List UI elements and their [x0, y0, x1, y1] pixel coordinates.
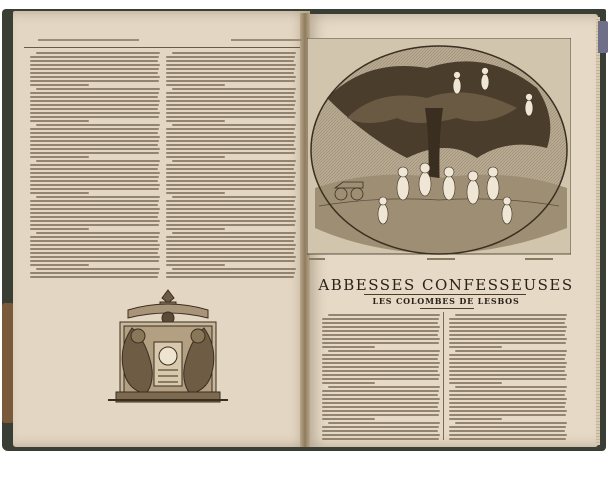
text-line [322, 394, 438, 396]
text-line [30, 144, 158, 146]
text-line [455, 386, 567, 388]
text-line [166, 260, 295, 262]
text-line [166, 92, 295, 94]
header-rule [24, 47, 300, 48]
text-line [322, 322, 438, 324]
text-line [166, 152, 295, 154]
text-line [36, 52, 160, 54]
running-header [24, 36, 304, 44]
subtitle-rule [420, 308, 474, 309]
running-header-title [139, 36, 231, 44]
text-line [166, 208, 296, 210]
text-line [30, 60, 158, 62]
left-column-2 [166, 52, 296, 282]
text-line [328, 314, 440, 316]
text-line [449, 322, 565, 324]
text-line [30, 256, 160, 258]
text-line [322, 438, 439, 440]
text-line [30, 264, 89, 266]
text-line [449, 362, 567, 364]
text-line [172, 88, 296, 90]
text-line [30, 212, 159, 214]
text-line [328, 422, 440, 424]
plate-credit-left [309, 258, 325, 260]
text-line [322, 318, 439, 320]
text-line [449, 402, 566, 404]
text-line [322, 370, 438, 372]
text-line [322, 338, 440, 340]
text-line [166, 132, 294, 134]
text-line [449, 418, 502, 420]
text-line [30, 116, 159, 118]
text-line [36, 232, 160, 234]
text-line [30, 64, 160, 66]
text-line [455, 314, 567, 316]
text-line [166, 136, 296, 138]
text-line [30, 104, 159, 106]
text-line [322, 426, 439, 428]
plate-credits [307, 257, 571, 265]
engraving-illustration-left [88, 288, 248, 406]
text-line [322, 434, 440, 436]
text-line [166, 192, 225, 194]
text-line [449, 382, 502, 384]
text-line [328, 350, 440, 352]
text-line [166, 236, 295, 238]
text-line [322, 430, 438, 432]
text-line [166, 188, 295, 190]
text-line [166, 252, 294, 254]
text-line [449, 390, 566, 392]
text-line [30, 176, 159, 178]
text-line [449, 438, 566, 440]
text-line [30, 120, 89, 122]
text-line [30, 252, 158, 254]
text-line [172, 196, 296, 198]
page-number [24, 36, 38, 44]
plate-credit-center [427, 258, 455, 260]
text-line [322, 414, 439, 416]
text-line [322, 366, 439, 368]
text-line [328, 386, 440, 388]
text-line [30, 152, 159, 154]
text-line [172, 124, 296, 126]
text-line [322, 334, 438, 336]
text-line [166, 256, 296, 258]
text-line [30, 200, 159, 202]
text-line [322, 390, 439, 392]
text-line [166, 184, 296, 186]
text-line [30, 76, 160, 78]
text-line [166, 72, 294, 74]
text-line [166, 116, 295, 118]
text-line [166, 156, 225, 158]
text-line [30, 244, 160, 246]
text-line [322, 358, 438, 360]
text-line [166, 244, 296, 246]
text-line [322, 398, 440, 400]
text-line [30, 140, 159, 142]
text-line [30, 72, 158, 74]
text-line [36, 88, 160, 90]
text-line [30, 112, 160, 114]
text-line [166, 224, 295, 226]
text-line [30, 84, 89, 86]
text-line [30, 92, 159, 94]
text-line [172, 52, 296, 54]
text-line [166, 80, 295, 82]
text-line [166, 172, 296, 174]
text-line [30, 156, 89, 158]
text-line [455, 350, 567, 352]
text-line [166, 68, 295, 70]
text-line [322, 326, 440, 328]
text-line [172, 268, 296, 270]
text-line [166, 220, 296, 222]
text-line [449, 338, 567, 340]
text-line [30, 276, 158, 278]
text-line [166, 112, 296, 114]
text-line [449, 342, 566, 344]
text-line [449, 406, 565, 408]
text-line [455, 422, 567, 424]
text-line [30, 248, 159, 250]
text-line [449, 410, 567, 412]
text-line [449, 326, 567, 328]
engraving-plate [307, 38, 571, 274]
text-line [30, 168, 158, 170]
text-line [449, 354, 566, 356]
text-line [166, 108, 294, 110]
text-line [322, 406, 438, 408]
text-line [322, 374, 440, 376]
text-line [30, 180, 158, 182]
text-line [166, 212, 295, 214]
text-line [322, 330, 439, 332]
text-line [322, 418, 375, 420]
title-rule [364, 294, 526, 295]
text-line [30, 260, 159, 262]
text-line [166, 120, 225, 122]
plate-credit-right [525, 258, 553, 260]
text-line [166, 140, 295, 142]
text-line [449, 366, 566, 368]
text-line [322, 362, 440, 364]
text-line [166, 276, 294, 278]
text-line [449, 358, 565, 360]
text-line [30, 188, 159, 190]
right-column-1 [322, 314, 440, 442]
text-line [449, 330, 566, 332]
text-line [322, 342, 439, 344]
text-line [449, 346, 502, 348]
text-line [30, 100, 160, 102]
text-line [166, 272, 295, 274]
text-line [30, 228, 89, 230]
text-line [449, 394, 565, 396]
text-line [30, 224, 159, 226]
text-line [449, 370, 565, 372]
text-line [166, 60, 294, 62]
right-column-2 [449, 314, 567, 442]
text-line [166, 176, 295, 178]
text-line [30, 56, 159, 58]
text-line [322, 378, 439, 380]
section-title: ABBESSES CONFESSEUSES [318, 276, 574, 294]
text-line [449, 414, 566, 416]
text-line [30, 236, 159, 238]
text-line [30, 132, 158, 134]
text-line [30, 136, 160, 138]
text-line [172, 160, 296, 162]
text-line [166, 56, 295, 58]
text-line [30, 164, 159, 166]
text-line [166, 180, 294, 182]
text-line [166, 264, 225, 266]
text-line [36, 124, 160, 126]
text-line [449, 374, 567, 376]
text-line [36, 160, 160, 162]
text-line [30, 108, 158, 110]
text-line [30, 80, 159, 82]
text-line [30, 68, 159, 70]
text-line [166, 240, 294, 242]
page-edges [596, 17, 600, 445]
text-line [172, 232, 296, 234]
text-line [166, 204, 294, 206]
text-line [449, 398, 567, 400]
text-line [166, 248, 295, 250]
text-line [30, 172, 160, 174]
text-line [322, 402, 439, 404]
text-line [322, 382, 375, 384]
text-line [166, 100, 296, 102]
text-line [449, 334, 565, 336]
text-line [166, 64, 296, 66]
text-line [449, 318, 566, 320]
text-line [449, 430, 565, 432]
text-line [166, 104, 295, 106]
text-line [36, 268, 160, 270]
text-line [166, 76, 296, 78]
text-line [166, 148, 296, 150]
text-line [166, 128, 295, 130]
text-line [166, 216, 294, 218]
text-line [322, 410, 440, 412]
text-line [30, 128, 159, 130]
text-line [36, 196, 160, 198]
text-line [30, 192, 89, 194]
text-line [322, 354, 439, 356]
text-line [449, 378, 566, 380]
text-line [166, 84, 225, 86]
text-line [30, 240, 158, 242]
bookmark-ribbon [598, 21, 608, 53]
text-line [166, 200, 295, 202]
text-line [30, 220, 160, 222]
text-line [322, 346, 375, 348]
text-line [30, 272, 159, 274]
text-line [30, 148, 160, 150]
text-line [30, 96, 158, 98]
column-separator [443, 312, 444, 440]
text-line [30, 216, 158, 218]
text-line [30, 204, 158, 206]
section-subtitle: LES COLOMBES DE LESBOS [372, 296, 520, 306]
text-line [166, 164, 295, 166]
text-line [449, 426, 566, 428]
text-line [30, 184, 160, 186]
text-line [166, 144, 294, 146]
left-column-1 [30, 52, 160, 282]
text-line [449, 434, 567, 436]
text-line [166, 228, 225, 230]
text-line [166, 96, 294, 98]
text-line [166, 168, 294, 170]
text-line [30, 208, 160, 210]
